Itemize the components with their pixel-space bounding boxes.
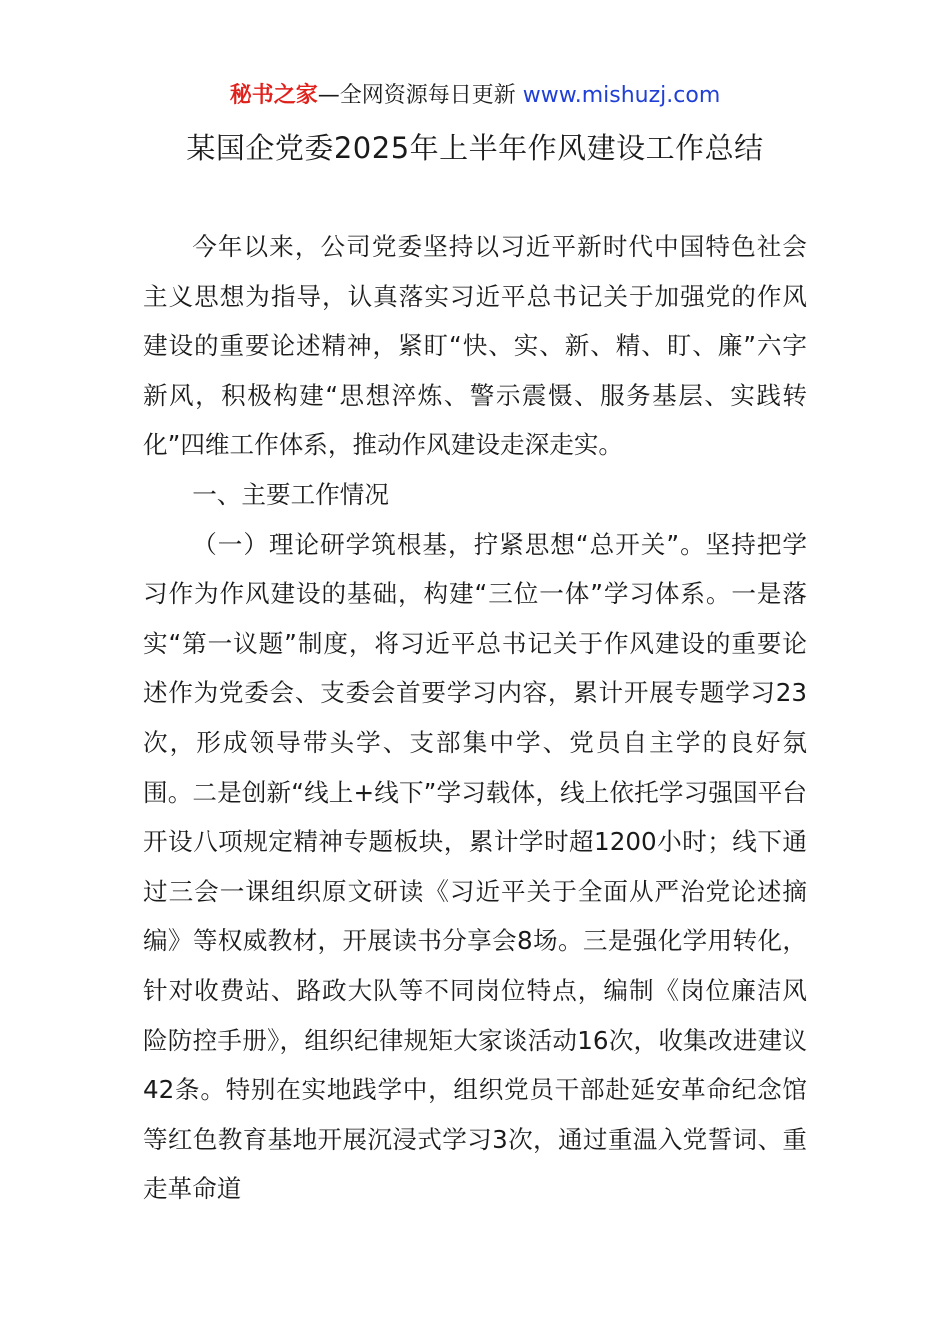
site-header [0, 80, 950, 112]
header-tagline: —全网资源每日更新 [317, 83, 523, 108]
site-url-link[interactable]: www.mishuzj.com [522, 83, 721, 108]
document-body [143, 222, 807, 1214]
brand-name: 秘书之家 [229, 83, 318, 108]
paragraph-section-1: （一）理论研学筑根基，拧紧思想“总开关”。坚持把学习作为作风建设的基础，构建“三位一体”学习体系。一是落实“第一议题”制度，将习近平总书记关于作风建设的重要论述作为党委会、支委会首要学习内容，累计开展专题学习23次，形成领导带头学、支部集中学、党员自主学的良好氛围。二是创新“线上+线下”学习载体，线上依托学习强国平台开设八项规定精神专题板块，累计学时超1200小时；线下通过三会一课组织原文研读《习近平关于全面从严治党论述摘编》等权威教材，开展读书分享会8场。三是强化学用转化，针对收费站、路政大队等不同岗位特点，编制《岗位廉洁风险防控手册》，组织纪律规矩大家谈活动16次，收集改进建议42条。特别在实地践学中，组织党员干部赴延安革命纪念馆等红色教育基地开展沉浸式学习3次，通过重温入党誓词、重走革命道 [143, 529, 807, 1204]
section-heading: 一、主要工作情况 [192, 479, 389, 509]
document-title: 某国企党委2025年上半年作风建设工作总结 [186, 131, 764, 165]
paragraph-intro: 今年以来，公司党委坚持以习近平新时代中国特色社会主义思想为指导，认真落实习近平总书记关于加强党的作风建设的重要论述精神，紧盯“快、实、新、精、盯、廉”六字新风，积极构建“思想淬炼、警示震慑、服务基层、实践转化”四维工作体系，推动作风建设走深走实。 [143, 232, 807, 460]
